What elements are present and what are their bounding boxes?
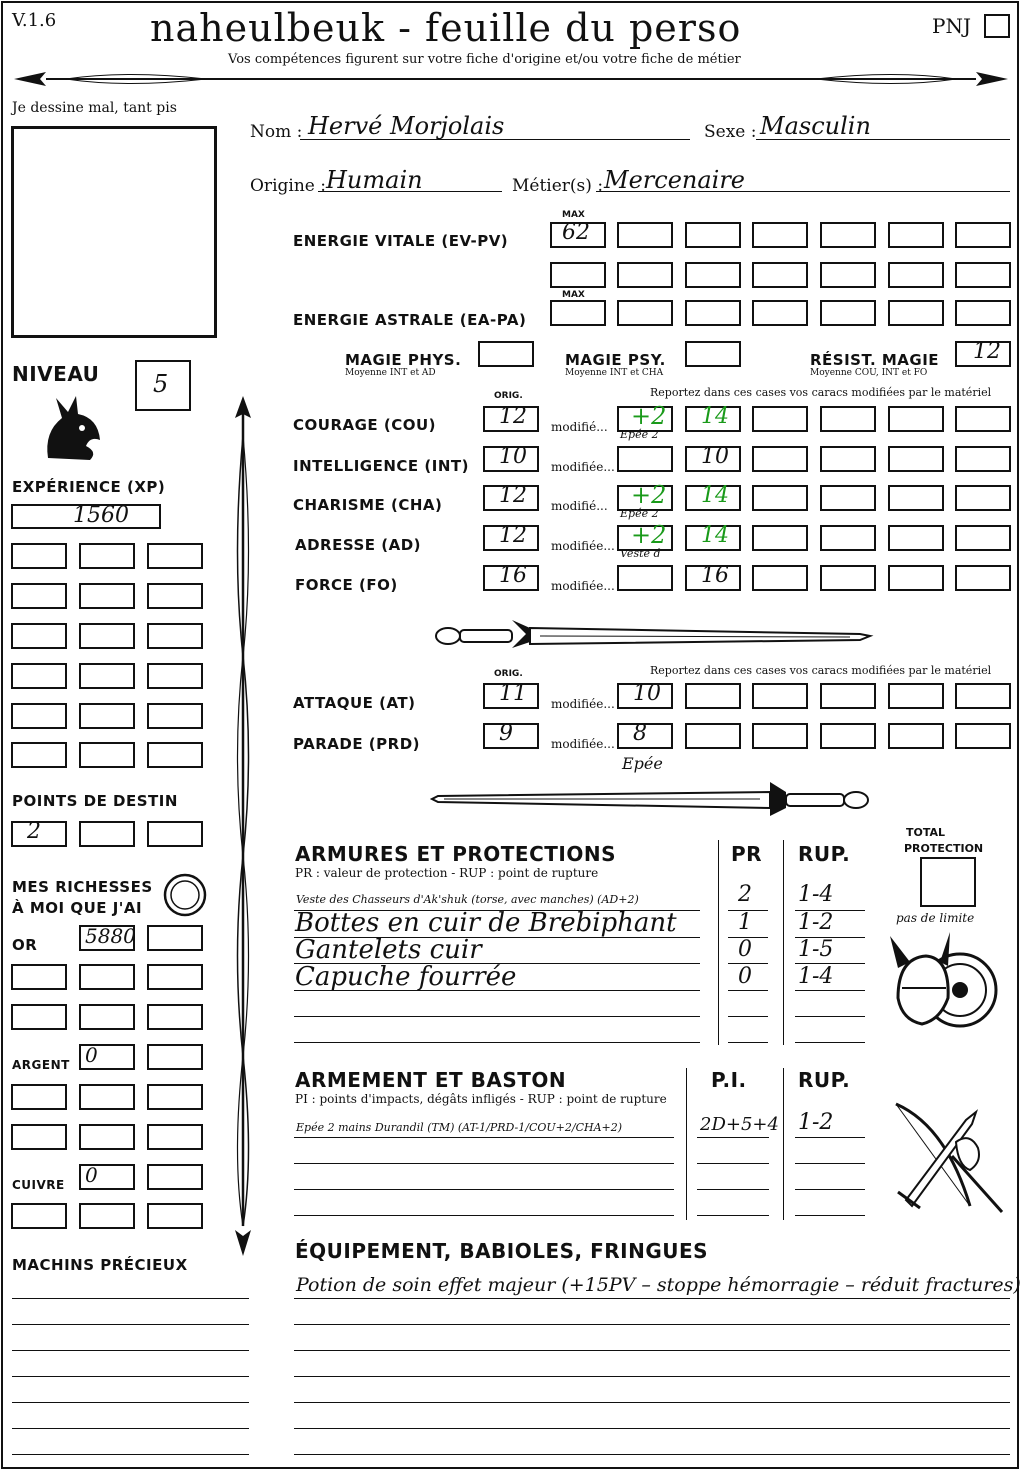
carac-bonus-box[interactable] xyxy=(617,565,673,591)
ev-box[interactable] xyxy=(752,222,808,248)
magie-psy-label: MAGIE PSY. xyxy=(565,351,666,369)
arme-rup-line[interactable] xyxy=(795,1163,865,1164)
combat-orig-value: 11 xyxy=(499,681,527,706)
armure-rup[interactable]: 1-4 xyxy=(798,882,834,907)
xp-box[interactable] xyxy=(11,623,67,649)
arme-pi-line[interactable] xyxy=(697,1215,769,1216)
combat-value-box[interactable] xyxy=(617,683,673,709)
armement-subtitle: PI : points d'impacts, dégâts infligés - RUP : point de rupture xyxy=(295,1092,667,1106)
niveau-label: NIVEAU xyxy=(12,362,100,386)
argent-box[interactable] xyxy=(147,1044,203,1070)
ea-max-label: MAX xyxy=(562,290,585,300)
origine-value[interactable]: Humain xyxy=(326,166,423,194)
combat-value: 10 xyxy=(633,681,661,706)
cuivre-box[interactable] xyxy=(11,1203,67,1229)
carac-orig-box[interactable] xyxy=(483,565,539,591)
carac-bonus-note: Epée 2 xyxy=(620,428,659,441)
combat-box[interactable] xyxy=(685,683,741,709)
ea-box[interactable] xyxy=(752,300,808,326)
armure-line[interactable] xyxy=(294,1042,700,1043)
ev-box[interactable] xyxy=(617,262,673,288)
carac-final-box[interactable] xyxy=(685,525,741,551)
metier-underline xyxy=(596,191,1010,192)
coin-icon xyxy=(162,872,208,918)
ev-box[interactable] xyxy=(685,222,741,248)
combat-box[interactable] xyxy=(955,723,1011,749)
arme-pi-line xyxy=(697,1137,769,1138)
resist-magie-label: RÉSIST. MAGIE xyxy=(810,351,940,369)
equipement-line xyxy=(294,1298,1010,1299)
arme-rup-line[interactable] xyxy=(795,1189,865,1190)
armure-name[interactable]: Veste des Chasseurs d'Ak'shuk (torse, avec manches) (AD+2) xyxy=(296,893,639,906)
niveau-value: 5 xyxy=(153,370,169,398)
carac-box[interactable] xyxy=(888,525,944,551)
carac-label: COURAGE (COU) xyxy=(293,416,437,434)
armement-pi-header: P.I. xyxy=(711,1068,747,1092)
weapons-icon xyxy=(886,1096,1008,1216)
arme-line[interactable] xyxy=(294,1189,674,1190)
destin-box[interactable] xyxy=(147,821,203,847)
armure-pr-line[interactable] xyxy=(728,1016,768,1017)
carac-final-value: 14 xyxy=(701,523,729,548)
machins-line[interactable] xyxy=(12,1350,249,1351)
equipement-item[interactable]: Potion de soin effet majeur (+15PV – stoppe hémorragie – réduit fractures) xyxy=(296,1274,1021,1296)
origine-underline xyxy=(318,191,502,192)
resist-magie-sub: Moyenne COU, INT et FO xyxy=(810,368,928,378)
argent-box[interactable] xyxy=(79,1124,135,1150)
carac-mod-label: modifié... xyxy=(551,420,608,434)
or-box[interactable] xyxy=(11,1004,67,1030)
carac-orig-value: 12 xyxy=(499,483,527,508)
ev-max-label: MAX xyxy=(562,210,585,220)
niveau-box[interactable] xyxy=(135,360,191,411)
combat-box[interactable] xyxy=(820,683,876,709)
carac-mod-label: modifiée... xyxy=(551,460,615,474)
argent-value: 0 xyxy=(85,1043,98,1067)
total-protection-label-1: TOTAL xyxy=(906,826,946,839)
arme-rup-line[interactable] xyxy=(795,1215,865,1216)
total-protection-box[interactable] xyxy=(920,857,976,907)
carac-final-value: 10 xyxy=(701,444,729,469)
armement-col-divider xyxy=(686,1068,687,1220)
destin-label: POINTS DE DESTIN xyxy=(12,792,178,810)
xp-box[interactable] xyxy=(79,583,135,609)
helmet-shield-icon xyxy=(890,928,1000,1038)
armures-subtitle: PR : valeur de protection - RUP : point de rupture xyxy=(295,866,599,880)
carac-box[interactable] xyxy=(888,406,944,432)
equipement-line[interactable] xyxy=(294,1428,1010,1429)
carac-box[interactable] xyxy=(820,485,876,511)
resist-magie-box[interactable] xyxy=(955,341,1011,367)
machins-line[interactable] xyxy=(12,1428,249,1429)
richesses-label-2: À MOI QUE J'AI xyxy=(12,899,143,917)
carac-mod-label: modifiée... xyxy=(551,579,615,593)
armure-pr[interactable]: 1 xyxy=(738,910,752,935)
magie-phys-sub: Moyenne INT et AD xyxy=(345,368,436,378)
resist-magie-value: 12 xyxy=(973,339,1001,364)
equipement-line[interactable] xyxy=(294,1454,1010,1455)
ev-box[interactable] xyxy=(955,262,1011,288)
combat-box[interactable] xyxy=(752,683,808,709)
armure-name[interactable]: Capuche fourrée xyxy=(295,962,517,992)
cuivre-value: 0 xyxy=(85,1163,98,1187)
ea-box[interactable] xyxy=(888,300,944,326)
armures-col-divider xyxy=(718,840,719,1045)
equipement-line[interactable] xyxy=(294,1324,1010,1325)
sexe-underline xyxy=(756,139,1010,140)
total-protection-label-2: PROTECTION xyxy=(904,842,984,855)
ea-max-box[interactable] xyxy=(550,300,606,326)
destin-box[interactable] xyxy=(79,821,135,847)
arme-pi-line[interactable] xyxy=(697,1189,769,1190)
carac-bonus-value: +2 xyxy=(631,402,667,430)
arme-line[interactable] xyxy=(294,1215,674,1216)
carac-orig-value: 12 xyxy=(499,404,527,429)
carac-box[interactable] xyxy=(820,525,876,551)
carac-mod-label: modifié... xyxy=(551,499,608,513)
machins-line[interactable] xyxy=(12,1376,249,1377)
carac-bonus-value: +2 xyxy=(631,481,667,509)
argent-box[interactable] xyxy=(147,1084,203,1110)
magie-psy-sub: Moyenne INT et CHA xyxy=(565,368,664,378)
destin-box[interactable] xyxy=(11,821,67,847)
machins-line[interactable] xyxy=(12,1402,249,1403)
arme-line[interactable] xyxy=(294,1163,674,1164)
carac-bonus-note: Epée 2 xyxy=(620,507,659,520)
combat-box[interactable] xyxy=(888,683,944,709)
armure-pr[interactable]: 0 xyxy=(738,937,752,962)
combat-box[interactable] xyxy=(752,723,808,749)
arme-line xyxy=(294,1137,674,1138)
page-title: naheulbeuk - feuille du perso xyxy=(150,6,742,50)
carac-label: FORCE (FO) xyxy=(295,576,398,594)
xp-box[interactable] xyxy=(11,583,67,609)
metier-label: Métier(s) : xyxy=(512,176,604,196)
combat-mod-label: modifiée... xyxy=(551,737,615,751)
carac-label: INTELLIGENCE (INT) xyxy=(293,457,469,475)
xp-label: EXPÉRIENCE (XP) xyxy=(12,478,166,496)
cuivre-box[interactable] xyxy=(147,1164,203,1190)
magie-phys-label: MAGIE PHYS. xyxy=(345,351,462,369)
carac-final-value: 14 xyxy=(701,404,729,429)
ev-box[interactable] xyxy=(550,262,606,288)
portrait-box[interactable] xyxy=(11,126,217,338)
xp-box[interactable] xyxy=(79,663,135,689)
nom-value[interactable]: Hervé Morjolais xyxy=(308,112,505,140)
arme-pi-line[interactable] xyxy=(697,1163,769,1164)
arme-rup-line xyxy=(795,1137,865,1138)
carac-label: ADRESSE (AD) xyxy=(295,536,422,554)
combat-orig-box[interactable] xyxy=(483,723,539,749)
carac-box[interactable] xyxy=(752,525,808,551)
ev-box[interactable] xyxy=(752,262,808,288)
armement-title: ARMEMENT ET BASTON xyxy=(295,1068,567,1092)
ev-max-box[interactable] xyxy=(550,222,606,248)
carac-final-box[interactable] xyxy=(685,406,741,432)
armement-rup-header: RUP. xyxy=(798,1068,851,1092)
armure-pr[interactable]: 2 xyxy=(738,882,752,907)
xp-box[interactable] xyxy=(11,504,161,529)
armure-rup[interactable]: 1-4 xyxy=(798,964,834,989)
xp-box[interactable] xyxy=(147,742,203,768)
ev-label: ENERGIE VITALE (EV-PV) xyxy=(293,232,509,250)
equipement-line[interactable] xyxy=(294,1376,1010,1377)
carac-box[interactable] xyxy=(955,565,1011,591)
carac-final-value: 14 xyxy=(701,483,729,508)
ev-box[interactable] xyxy=(955,222,1011,248)
combat-box[interactable] xyxy=(888,723,944,749)
machins-line[interactable] xyxy=(12,1324,249,1325)
carac-final-box[interactable] xyxy=(685,565,741,591)
header-spear-divider xyxy=(6,66,1016,92)
carac-box[interactable] xyxy=(888,446,944,472)
xp-box[interactable] xyxy=(79,543,135,569)
version-label: V.1.6 xyxy=(12,10,57,31)
argent-box[interactable] xyxy=(11,1084,67,1110)
portrait-caption: Je dessine mal, tant pis xyxy=(12,100,177,116)
sexe-label: Sexe : xyxy=(704,122,757,142)
metier-value[interactable]: Mercenaire xyxy=(604,166,746,194)
xp-box[interactable] xyxy=(11,543,67,569)
armure-pr-line[interactable] xyxy=(728,1042,768,1043)
carac-mod-label: modifiée... xyxy=(551,539,615,553)
combat-orig-label: ORIG. xyxy=(494,669,523,679)
machins-label: MACHINS PRÉCIEUX xyxy=(12,1256,188,1274)
argent-box[interactable] xyxy=(11,1124,67,1150)
combat-report-note: Reportez dans ces cases vos caracs modifiées par le matériel xyxy=(650,664,992,677)
armures-pr-header: PR xyxy=(731,842,763,866)
arme-rup[interactable]: 1-2 xyxy=(798,1110,834,1135)
carac-orig-box[interactable] xyxy=(483,485,539,511)
or-box[interactable] xyxy=(79,925,135,951)
cuivre-box[interactable] xyxy=(79,1164,135,1190)
carac-final-box[interactable] xyxy=(685,446,741,472)
carac-orig-value: 16 xyxy=(499,563,527,588)
richesses-label-1: MES RICHESSES xyxy=(12,878,153,896)
argent-box[interactable] xyxy=(79,1044,135,1070)
carac-box[interactable] xyxy=(955,525,1011,551)
ev-box[interactable] xyxy=(820,262,876,288)
argent-label: ARGENT xyxy=(12,1058,70,1072)
ev-box[interactable] xyxy=(820,222,876,248)
carac-final-value: 16 xyxy=(701,563,729,588)
combat-label: ATTAQUE (AT) xyxy=(293,694,416,712)
combat-box[interactable] xyxy=(820,723,876,749)
ea-box[interactable] xyxy=(820,300,876,326)
combat-note: Epée xyxy=(622,754,663,773)
carac-orig-box[interactable] xyxy=(483,446,539,472)
armure-rup[interactable]: 1-5 xyxy=(798,937,834,962)
xp-box[interactable] xyxy=(79,623,135,649)
page-subtitle: Vos compétences figurent sur votre fiche d'origine et/ou votre fiche de métier xyxy=(228,52,741,67)
carac-orig-value: 10 xyxy=(499,444,527,469)
cuivre-box[interactable] xyxy=(79,1203,135,1229)
sexe-value[interactable]: Masculin xyxy=(760,112,871,140)
or-box[interactable] xyxy=(79,1004,135,1030)
pnj-checkbox[interactable] xyxy=(984,14,1010,38)
caracs-report-note: Reportez dans ces cases vos caracs modifiées par le matériel xyxy=(650,386,992,399)
or-label: OR xyxy=(12,936,38,954)
combat-box[interactable] xyxy=(685,723,741,749)
ev-max-value: 62 xyxy=(562,220,590,245)
argent-box[interactable] xyxy=(147,1124,203,1150)
xp-box[interactable] xyxy=(11,663,67,689)
carac-orig-value: 12 xyxy=(499,523,527,548)
xp-box[interactable] xyxy=(147,663,203,689)
sword-illustration xyxy=(430,778,875,818)
xp-box[interactable] xyxy=(147,623,203,649)
carac-box[interactable] xyxy=(752,446,808,472)
carac-box[interactable] xyxy=(888,485,944,511)
machins-line[interactable] xyxy=(12,1454,249,1455)
ev-box[interactable] xyxy=(617,222,673,248)
armement-col-divider xyxy=(783,1068,784,1220)
ev-box[interactable] xyxy=(685,262,741,288)
ea-box[interactable] xyxy=(617,300,673,326)
xp-box[interactable] xyxy=(147,703,203,729)
combat-label: PARADE (PRD) xyxy=(293,735,421,753)
arme-pi[interactable]: 2D+5+4 xyxy=(700,1114,779,1135)
combat-orig-value: 9 xyxy=(499,721,513,746)
equipement-line[interactable] xyxy=(294,1402,1010,1403)
carac-box[interactable] xyxy=(888,565,944,591)
origine-label: Origine : xyxy=(250,176,326,196)
carac-box[interactable] xyxy=(752,406,808,432)
ev-box[interactable] xyxy=(888,222,944,248)
combat-orig-box[interactable] xyxy=(483,683,539,709)
carac-label: CHARISME (CHA) xyxy=(293,496,443,514)
carac-orig-box[interactable] xyxy=(483,406,539,432)
carac-bonus-box[interactable] xyxy=(617,446,673,472)
armure-rup-line[interactable] xyxy=(795,1042,865,1043)
combat-value-box[interactable] xyxy=(617,723,673,749)
carac-orig-box[interactable] xyxy=(483,525,539,551)
carac-box[interactable] xyxy=(955,485,1011,511)
armure-name[interactable]: Bottes en cuir de Brebiphant xyxy=(295,908,677,938)
armure-line[interactable] xyxy=(294,1016,700,1017)
or-box[interactable] xyxy=(11,964,67,990)
total-protection-note: pas de limite xyxy=(896,911,975,925)
equipement-line[interactable] xyxy=(294,1350,1010,1351)
ea-box[interactable] xyxy=(685,300,741,326)
carac-bonus-value: +2 xyxy=(631,521,667,549)
pnj-label: PNJ xyxy=(932,14,971,38)
combat-value: 8 xyxy=(633,721,647,746)
carac-box[interactable] xyxy=(752,485,808,511)
carac-box[interactable] xyxy=(955,406,1011,432)
armure-rup-line[interactable] xyxy=(795,1016,865,1017)
armure-line xyxy=(294,990,700,991)
dragon-icon xyxy=(38,392,106,464)
armure-name[interactable]: Gantelets cuir xyxy=(295,935,482,965)
or-box[interactable] xyxy=(147,964,203,990)
carac-box[interactable] xyxy=(820,446,876,472)
magie-phys-box[interactable] xyxy=(478,341,534,367)
xp-box[interactable] xyxy=(11,703,67,729)
armures-rup-header: RUP. xyxy=(798,842,851,866)
vertical-spear xyxy=(228,396,258,1256)
caracs-orig-label: ORIG. xyxy=(494,391,523,401)
or-box[interactable] xyxy=(147,925,203,951)
carac-box[interactable] xyxy=(955,446,1011,472)
armure-rup-line xyxy=(795,990,865,991)
argent-box[interactable] xyxy=(79,1084,135,1110)
carac-final-box[interactable] xyxy=(685,485,741,511)
sword-illustration xyxy=(430,614,875,654)
or-box[interactable] xyxy=(147,1004,203,1030)
destin-value: 2 xyxy=(27,819,41,844)
cuivre-box[interactable] xyxy=(147,1203,203,1229)
armure-pr[interactable]: 0 xyxy=(738,964,752,989)
or-value: 5880 xyxy=(85,924,136,948)
armures-col-divider xyxy=(783,840,784,1045)
equipement-title: ÉQUIPEMENT, BABIOLES, FRINGUES xyxy=(295,1239,709,1263)
or-box[interactable] xyxy=(79,964,135,990)
nom-label: Nom : xyxy=(250,122,303,142)
ev-box[interactable] xyxy=(888,262,944,288)
xp-value: 1560 xyxy=(73,503,129,528)
xp-box[interactable] xyxy=(79,703,135,729)
magie-psy-box[interactable] xyxy=(685,341,741,367)
carac-box[interactable] xyxy=(752,565,808,591)
xp-box[interactable] xyxy=(147,543,203,569)
nom-underline xyxy=(300,139,690,140)
xp-box[interactable] xyxy=(79,742,135,768)
ea-label: ENERGIE ASTRALE (EA-PA) xyxy=(293,311,527,329)
combat-box[interactable] xyxy=(955,683,1011,709)
xp-box[interactable] xyxy=(11,742,67,768)
combat-mod-label: modifiée... xyxy=(551,697,615,711)
arme-name[interactable]: Epée 2 mains Durandil (TM) (AT-1/PRD-1/COU+2/CHA+2) xyxy=(296,1121,623,1134)
xp-box[interactable] xyxy=(147,583,203,609)
armure-rup[interactable]: 1-2 xyxy=(798,910,834,935)
armures-title: ARMURES ET PROTECTIONS xyxy=(295,842,616,866)
cuivre-label: CUIVRE xyxy=(12,1178,65,1192)
machins-line[interactable] xyxy=(12,1298,249,1299)
ea-box[interactable] xyxy=(955,300,1011,326)
carac-box[interactable] xyxy=(820,565,876,591)
carac-box[interactable] xyxy=(820,406,876,432)
carac-bonus-note: Veste d xyxy=(620,547,661,560)
armure-pr-line xyxy=(728,990,768,991)
